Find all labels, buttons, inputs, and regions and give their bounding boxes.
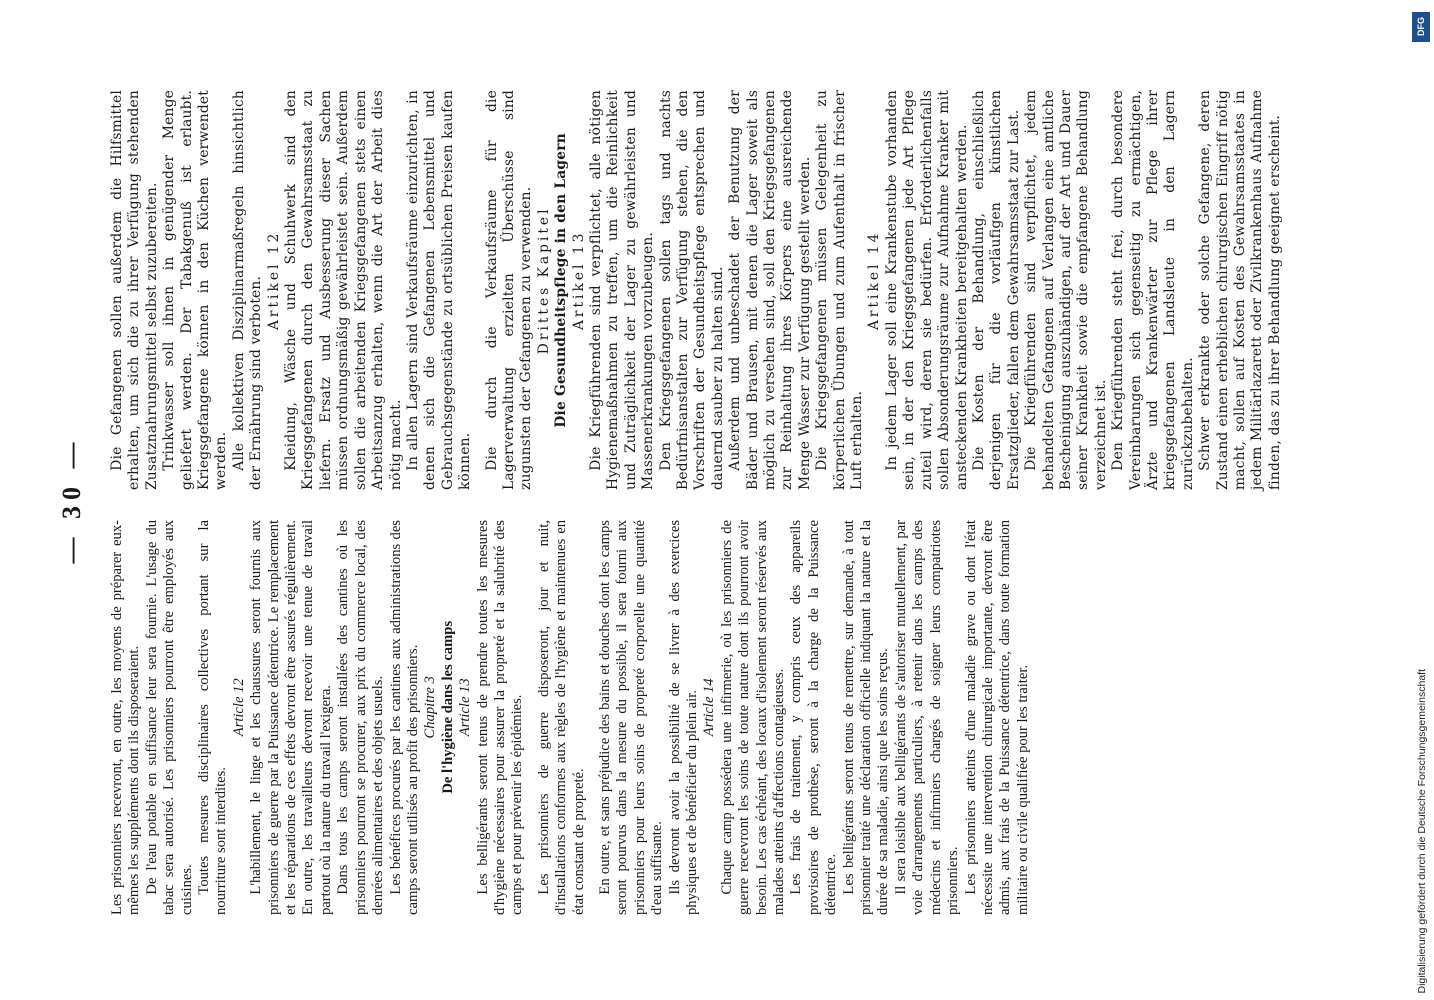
article-heading: Artikel 13 bbox=[570, 230, 587, 331]
paragraph: Ils devront avoir la possibilité de se livrer à des exercices physiques et de bénéficier du plein air. bbox=[666, 520, 700, 915]
paragraph: Les prisonniers atteints d'une maladie grave ou dont l'état nécessite une intervention chirurgicale importante, devront être admis, aux frais de la Puissance détentrice, dans toute formation militaire ou civile qualifiée pour les traiter. bbox=[962, 520, 1031, 915]
article-heading: Artikel 12 bbox=[265, 230, 282, 331]
paragraph: Schwer erkrankte oder solche Gefangene, deren Zustand einen erheblichen chirurgischen Eingriff nötig macht, sollen auf Kosten des Gewahrsamsstaates in jedem Militärlazarett oder Zivilkrankenhaus Aufnahme finden, das zu ihrer Behandlung geeignet erscheint. bbox=[1197, 90, 1283, 490]
paragraph: In jedem Lager soll eine Krankenstube vorhanden sein, in der den Kriegsgefangenen jede Art Pflege zuteil wird, deren sie bedürfen. Erforderlichenfalls sollen Absonderungsräume zur Aufnahme Kranker mit ansteckenden Krankheiten bereitgehalten werden. bbox=[883, 90, 970, 490]
chapter-title: De l'hygiène dans les camps bbox=[439, 620, 456, 794]
german-column bbox=[109, 90, 1377, 490]
paragraph: Alle kollektiven Disziplinarmaßregeln hinsichtlich der Ernährung sind verboten. bbox=[230, 90, 265, 490]
article-heading: Article 12 bbox=[230, 678, 247, 737]
paragraph: Il sera loisible aux belligérants de s'autoriser mutuellement, par voie d'arrangements particuliers, à retenir dans les camps des médecins et infirmiers chargés de soigner leurs compatriotes prisonniers. bbox=[892, 520, 962, 915]
french-column bbox=[109, 520, 1377, 915]
paragraph: Die Kriegsgefangenen müssen Gelegenheit zu körperlichen Übungen und zum Aufenthalt in frischer Luft erhalten. bbox=[814, 90, 866, 490]
paragraph: In allen Lagern sind Verkaufsräume einzurichten, in denen sich die Gefangenen Lebensmittel und Gebrauchsgegenstände zu ortsüblichen Preisen kaufen können. bbox=[404, 90, 474, 490]
paragraph: Toutes mesures disciplinaires collectives portant sur la nourriture sont interdites. bbox=[196, 520, 230, 915]
paragraph: De l'eau potable en suffisance leur sera fournie. L'usage du tabac sera autorisé. Les prisonniers pourront être employés aux cuisines. bbox=[143, 520, 195, 915]
paragraph: Les belligérants seront tenus de prendre toutes les mesures d'hygiène nécessaires pour assurer la propreté et la salubrité des camps et pour prévenir les épidémies. bbox=[474, 520, 526, 915]
page-number: — 30 — bbox=[57, 436, 86, 564]
article-heading: Article 14 bbox=[701, 678, 718, 737]
paragraph: Kleidung, Wäsche und Schuhwerk sind den Kriegsgefangenen durch den Gewahrsamsstaat zu liefern. Ersatz und Ausbesserung dieser Sachen müssen ordnungsmäßig gewährleistet sein. Außerdem sollen die arbeitenden Kriegsgefangenen stets einen Arbeitsanzug erhalten, wenn die Art der Arbeit dies nötig macht. bbox=[283, 90, 404, 490]
paragraph: Les bénéfices procurés par les cantines aux administrations des camps seront utilisés au profit des prisonniers. bbox=[387, 520, 421, 915]
chapter-label: Chapitre 3 bbox=[422, 676, 439, 739]
paragraph: L'habillement, le linge et les chaussures seront fournis aux prisonniers de guerre par la Puissance détentrice. Le remplacement et les réparations de ces effets devront être assurés régulièrement. En outre, les travailleurs devront recevoir une tenue de travail partout où la nature du travail l'exigera. bbox=[248, 520, 334, 915]
paragraph: Außerdem und unbeschadet der Benutzung der Bäder und Brausen, mit denen die Lager soweit als möglich zu versehen sind, soll den Kriegsgefangenen zur Reinhaltung ihres Körpers eine ausreichende Menge Wasser zur Verfügung gestellt werden. bbox=[727, 90, 813, 490]
paragraph: Les belligérants seront tenus de remettre, sur demande, à tout prisonnier traité une déclaration officielle indiquant la nature et la durée de sa maladie, ainsi que les soins reçus. bbox=[840, 520, 892, 915]
paragraph: Die durch die Verkaufsräume für die Lagerverwaltung erzielten Überschüsse sind zugunsten der Gefangenen zu verwenden. bbox=[483, 90, 535, 490]
paragraph: Die Kosten der Behandlung, einschließlich derjenigen für die vorläufigen künstlichen Ersatzglieder, fallen dem Gewahrsamsstaat zur Last. bbox=[970, 90, 1022, 490]
paragraph: Chaque camp possédera une infirmerie, où les prisonniers de guerre recevront les soins de toute nature dont ils pourront avoir besoin. Les cas échéant, des locaux d'isolement seront réservés aux malades atteints d'affections contagieuses. bbox=[718, 520, 788, 915]
paragraph: Die Kriegführenden sind verpflichtet, alle nötigen Hygienemaßnahmen zu treffen, um die Reinlichkeit und Zuträglichkeit der Lager zu gewährleisten und Massenerkrankungen vorzubeugen. bbox=[587, 90, 657, 490]
article-heading: Artikel 14 bbox=[866, 230, 883, 331]
chapter-label: Drittes Kapitel bbox=[535, 206, 552, 355]
paragraph: Die Gefangenen sollen außerdem die Hilfsmittel erhalten, um sich die zu ihrer Verfügung stehenden Zusatznahrungsmittel selbst zuzubereiten. bbox=[109, 90, 160, 490]
paragraph: Den Kriegführenden steht frei, durch besondere Vereinbarungen sich gegenseitig zu ermächtigen, Ärzte und Krankenwärter zur Pflege ihrer kriegsgefangenen Landsleute in den Lagern zurückzubehalten. bbox=[1110, 90, 1196, 490]
paragraph: Die Kriegführenden sind verpflichtet, jedem behandelten Gefangenen auf Verlangen eine amtliche Bescheinigung auszuhändigen, auf der Art und Dauer seiner Krankheit sowie die empfangene Behandlung verzeichnet ist. bbox=[1023, 90, 1109, 490]
paragraph: Les prisonniers de guerre disposeront, jour et nuit, d'installations conformes aux règles de l'hygiène et maintenues en état constant de propreté. bbox=[535, 520, 587, 915]
paragraph: Les frais de traitement, y compris ceux des appareils provisoires de prothèse, seront à la charge de la Puissance détentrice. bbox=[788, 520, 840, 915]
dfg-logo: DFG bbox=[1412, 12, 1430, 42]
document-page bbox=[57, 85, 1377, 915]
paragraph: En outre, et sans préjudice des bains et douches dont les camps seront pourvus dans la mesure du possible, il sera fourni aux prisonniers pour leurs soins de propreté corporelle une quantité d'eau suffisante. bbox=[596, 520, 666, 915]
chapter-title: Die Gesundheitspflege in den Lagern bbox=[553, 133, 570, 428]
paragraph: Les prisonniers recevront, en outre, les moyens de préparer eux-mêmes les suppléments dont ils disposeraient. bbox=[109, 520, 143, 915]
paragraph: Den Kriegsgefangenen sollen tags und nachts Bedürfnisanstalten zur Verfügung stehen, die den Vorschriften der Gesundheitspflege entsprechen und dauernd sauber zu halten sind. bbox=[657, 90, 726, 490]
stamp-text: Digitalisierung gefördert durch die Deutsche Forschungsgemeinschaft bbox=[1416, 669, 1428, 994]
article-heading: Article 13 bbox=[457, 678, 474, 737]
digitization-stamp bbox=[1410, 8, 1432, 998]
paragraph: Trinkwasser soll ihnen in genügender Menge geliefert werden. Der Tabakgenuß ist erlaubt. Kriegsgefangene können in den Küchen verwendet werden. bbox=[161, 90, 230, 490]
paragraph: Dans tous les camps seront installées des cantines où les prisonniers pourront se procurer, aux prix du commerce local, des denrées alimentaires et des objets usuels. bbox=[335, 520, 387, 915]
